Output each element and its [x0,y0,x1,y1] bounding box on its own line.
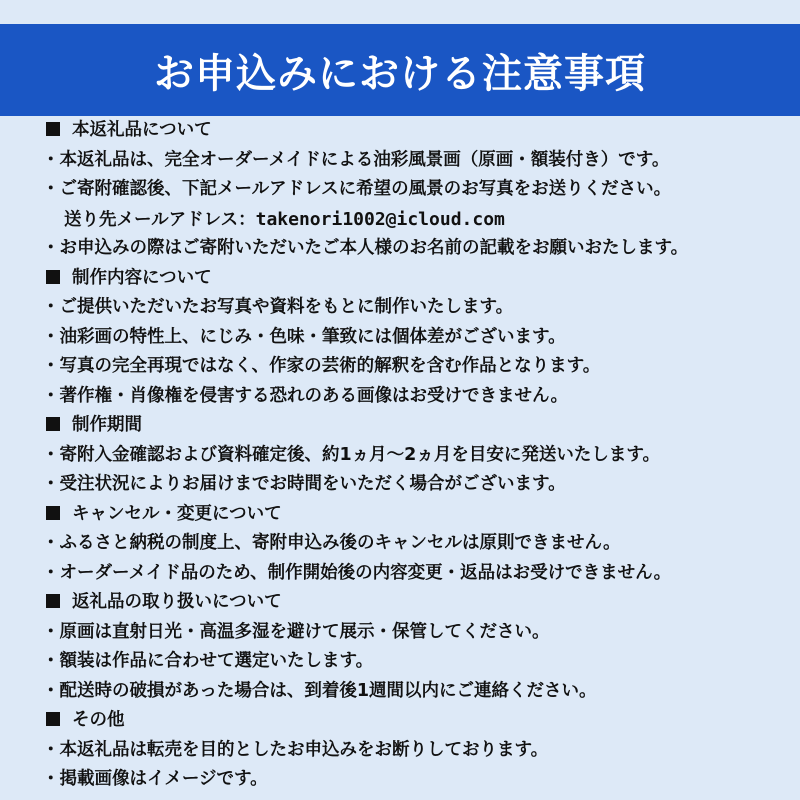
list-item: ・油彩画の特性上、にじみ・色味・筆致には個体差がございます。 [42,326,566,347]
list-item: ・本返礼品は転売を目的としたお申込みをお断りしております。 [42,739,549,760]
section-heading [42,588,782,618]
title-banner [0,24,800,116]
section-heading-text: その他 [72,710,125,730]
list-item: ・原画は直射日光・高温多湿を避けて展示・保管してください。 [42,621,550,642]
section-heading [42,500,782,530]
list-item: ・配送時の破損があった場合は、到着後1週間以内にご連絡ください。 [42,680,597,701]
section-heading [42,706,782,736]
section-heading-text: 制作期間 [72,415,142,435]
square-bullet-icon [46,270,60,284]
notice-list [42,116,782,795]
list-item: ・ご提供いただいたお写真や資料をもとに制作いたします。 [42,297,514,317]
section-heading-text: 本返礼品について [72,120,212,140]
square-bullet-icon [46,712,60,726]
section-heading [42,411,782,441]
section-heading-text: 制作内容について [72,267,212,288]
list-item: ・お申込みの際はご寄附いただいたご本人様のお名前の記載をお願いおたします。 [42,238,689,258]
square-bullet-icon [46,417,60,431]
list-item: ・オーダーメイド品のため、制作開始後の内容変更・返品はお受けできません。 [42,562,672,583]
mail-address-row [42,205,782,235]
square-bullet-icon [46,506,60,520]
section-heading-text: 返礼品の取り扱いについて [72,592,282,612]
list-item: ・ふるさと納税の制度上、寄附申込み後のキャンセルは原則できません。 [42,533,621,553]
list-item: ・寄附入金確認および資料確定後、約1ヵ月〜2ヵ月を目安に発送いたします。 [42,444,660,465]
list-item: ・写真の完全再現ではなく、作家の芸術的解釈を含む作品となります。 [42,356,601,376]
square-bullet-icon [46,594,60,608]
list-item: ・額装は作品に合わせて選定いたします。 [42,651,374,671]
list-item: ・ご寄附確認後、下記メールアドレスに希望の風景のお写真をお送りください。 [42,179,672,199]
section-heading [42,116,782,146]
page-title: お申込みにおける注意事項 [154,50,646,97]
section-heading [42,264,782,294]
list-item: ・著作権・肖像権を侵害する恐れのある画像はお受けできません。 [42,385,569,406]
section-heading-text: キャンセル・変更について [72,503,282,524]
mail-label: 送り先メールアドレス： [64,209,256,230]
list-item: ・本返礼品は、完全オーダーメイドによる油彩風景画（原画・額装付き）です。 [42,149,670,170]
mail-address: takenori1002@icloud.com [255,208,505,230]
square-bullet-icon [46,122,60,136]
list-item: ・受注状況によりお届けまでお時間をいただく場合がございます。 [42,474,566,494]
list-item: ・掲載画像はイメージです。 [42,769,268,789]
